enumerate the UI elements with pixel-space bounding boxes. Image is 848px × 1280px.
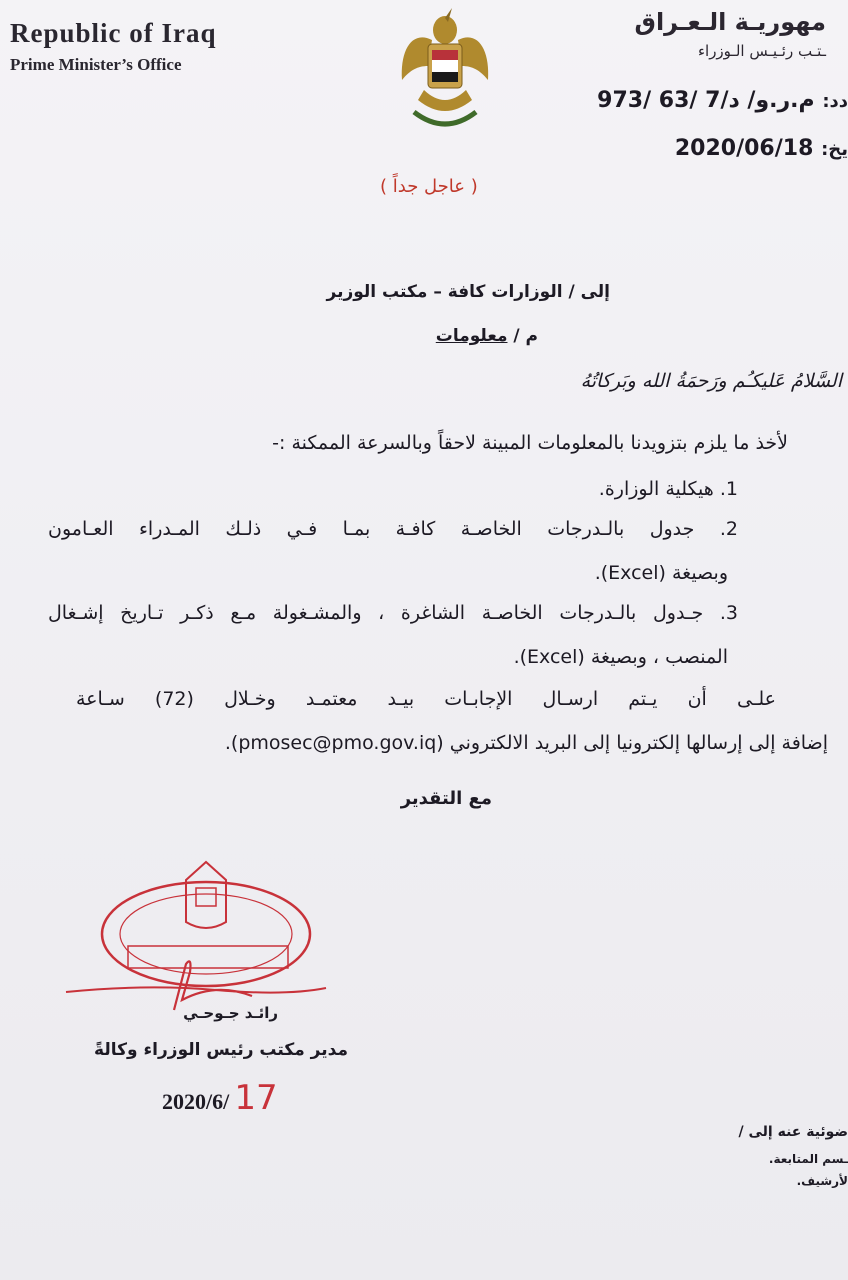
english-letterhead xyxy=(10,18,217,75)
subject-prefix: م / xyxy=(513,326,538,346)
subject-line xyxy=(436,326,538,346)
list-item-number: 1. xyxy=(719,478,738,500)
list-item-3 xyxy=(48,602,738,624)
closing-line-1: علـى أن يـتم ارسـال الإجابـات بيـد معتمـد وخـلال (72) سـاعة xyxy=(76,688,776,710)
reference-label: دد: xyxy=(822,91,848,112)
list-item-3-continuation: المنصب ، وبصيغة (Excel). xyxy=(513,646,728,668)
subject: معلومات xyxy=(435,326,508,346)
copy-to-heading: ضوئية عنه إلى / xyxy=(738,1124,848,1140)
reference-line xyxy=(597,88,848,113)
list-item-text: هيكلية الوزارة. xyxy=(598,478,714,500)
urgency-label: ( عاجل جداً ) xyxy=(380,176,478,197)
copy-to-line-2: لأرشيف. xyxy=(796,1174,848,1188)
signatory-name: رائـد جـوحـي xyxy=(183,1004,278,1022)
list-item-text: جدول بالـدرجات الخاصـة كافـة بمـا فـي ذلـك المـدراء العـامون xyxy=(48,518,695,540)
intro-line: لأخذ ما يلزم بتزويدنا بالمعلومات المبينة لاحقاً وبالسرعة الممكنة :- xyxy=(272,432,788,454)
date-line xyxy=(675,136,848,161)
letterhead-title-ar: مهوريـة الـعـراق xyxy=(634,8,826,36)
date-label: يخ: xyxy=(821,139,848,160)
list-item-2-continuation: وبصيغة (Excel). xyxy=(594,562,728,584)
addressee: إلى / الوزارات كافة – مكتب الوزير xyxy=(326,282,610,302)
copy-to-line-1: ـسم المتابعة. xyxy=(768,1152,848,1166)
list-item-2 xyxy=(48,518,738,540)
list-item-1 xyxy=(599,478,738,500)
list-item-number: 2. xyxy=(719,518,738,540)
arabic-letterhead xyxy=(566,8,826,60)
list-item-text: جـدول بالـدرجات الخاصـة الشاغرة ، والمشـغولة مـع ذكـر تـاريخ إشـغال xyxy=(48,602,704,624)
regards: مع التقدير xyxy=(400,788,492,809)
signatory-title: مدير مكتب رئيس الوزراء وكالةً xyxy=(94,1040,348,1060)
list-item-number: 3. xyxy=(719,602,739,624)
letterhead-title-en: Republic of Iraq xyxy=(10,18,217,48)
letterhead-subtitle-ar: ـتـب رئـيـس الـوزراء xyxy=(697,42,826,60)
date-value: 2020/06/18 xyxy=(674,136,814,161)
reference-value: م.ر.و/ د/7 /63 /973 xyxy=(597,88,815,113)
signature-date-handwritten: 17 xyxy=(234,1078,278,1118)
signature-date-printed: 2020/6/ xyxy=(162,1089,230,1114)
iraq-eagle-emblem-icon xyxy=(392,0,498,142)
greeting: السَّلامُ عَليكـُم ورَحمَةُ الله وبَركاتُهُ xyxy=(580,370,842,392)
letterhead-subtitle-en: Prime Minister’s Office xyxy=(10,55,182,74)
closing-line-2: إضافة إلى إرسالها إلكترونيا إلى البريد الالكتروني (pmosec@pmo.gov.iq). xyxy=(224,732,828,754)
signature-date xyxy=(162,1078,278,1118)
